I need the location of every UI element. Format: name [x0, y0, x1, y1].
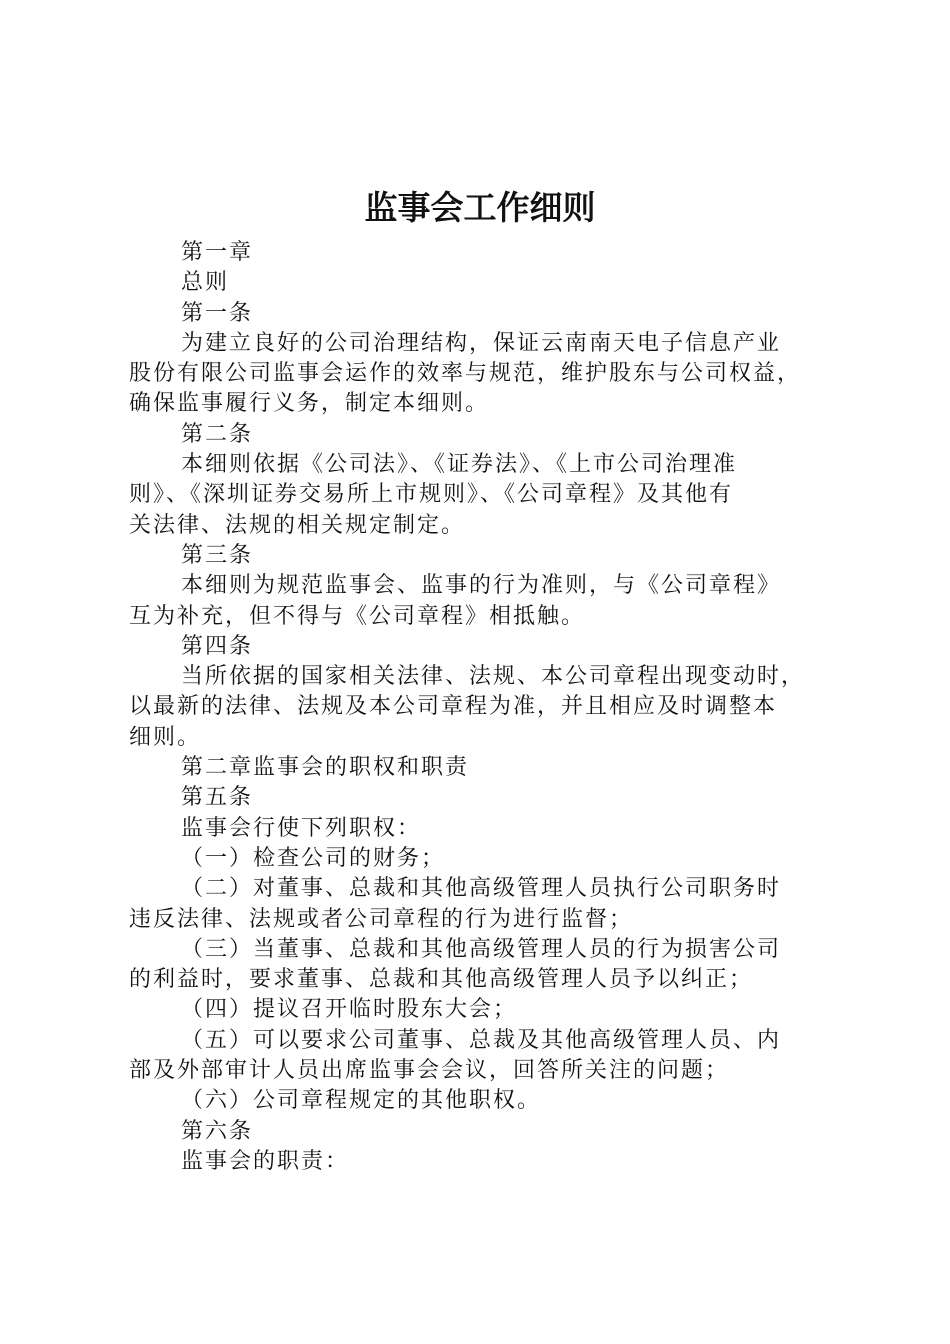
paragraph-line: （一）检查公司的财务； — [181, 845, 446, 871]
paragraph-line: 的利益时，要求董事、总裁和其他高级管理人员予以纠正； — [129, 967, 754, 993]
paragraph-line: 关法律、法规的相关规定制定。 — [129, 512, 466, 538]
paragraph-line: 以最新的法律、法规及本公司章程为准，并且相应及时调整本 — [129, 694, 778, 720]
section-heading: 第一条 — [181, 300, 254, 326]
paragraph-line: 监事会行使下列职权： — [181, 815, 422, 841]
section-heading: 第二条 — [181, 421, 254, 447]
section-heading: 第二章监事会的职权和职责 — [181, 755, 470, 781]
document-title: 监事会工作细则 — [364, 188, 596, 227]
paragraph-line: 违反法律、法规或者公司章程的行为进行监督； — [129, 906, 634, 932]
section-heading: 第四条 — [181, 633, 254, 659]
paragraph-line: （五）可以要求公司董事、总裁及其他高级管理人员、内 — [181, 1027, 782, 1053]
paragraph-line: 监事会的职责： — [181, 1148, 350, 1174]
paragraph-line: 部及外部审计人员出席监事会会议，回答所关注的问题； — [129, 1058, 730, 1084]
paragraph-line: （四）提议召开临时股东大会； — [181, 997, 518, 1023]
section-heading: 第一章 — [181, 240, 254, 265]
paragraph-line: 互为补充，但不得与《公司章程》相抵触。 — [129, 603, 586, 629]
section-heading: 第五条 — [181, 785, 254, 811]
document-body — [129, 238, 834, 1177]
section-heading: 第三条 — [181, 542, 254, 568]
paragraph-line: （六）公司章程规定的其他职权。 — [181, 1088, 542, 1114]
paragraph-line: 细则。 — [129, 724, 202, 750]
paragraph-line: 本细则依据《公司法》、《证券法》、《上市公司治理准 — [181, 452, 738, 478]
section-heading: 第六条 — [181, 1118, 254, 1144]
paragraph-line: 当所依据的国家相关法律、法规、本公司章程出现变动时， — [181, 664, 806, 690]
section-heading: 总则 — [181, 270, 230, 296]
paragraph-line: 本细则为规范监事会、监事的行为准则，与《公司章程》 — [181, 573, 782, 599]
paragraph-line: 则》、《深圳证券交易所上市规则》、《公司章程》及其他有 — [129, 482, 734, 508]
paragraph-line: 股份有限公司监事会运作的效率与规范，维护股东与公司权益， — [129, 361, 802, 387]
paragraph-line: 确保监事履行义务，制定本细则。 — [129, 391, 490, 417]
paragraph-line: 为建立良好的公司治理结构，保证云南南天电子信息产业 — [181, 330, 782, 356]
paragraph-line: （二）对董事、总裁和其他高级管理人员执行公司职务时 — [181, 876, 782, 902]
paragraph-line: （三）当董事、总裁和其他高级管理人员的行为损害公司 — [181, 936, 782, 962]
